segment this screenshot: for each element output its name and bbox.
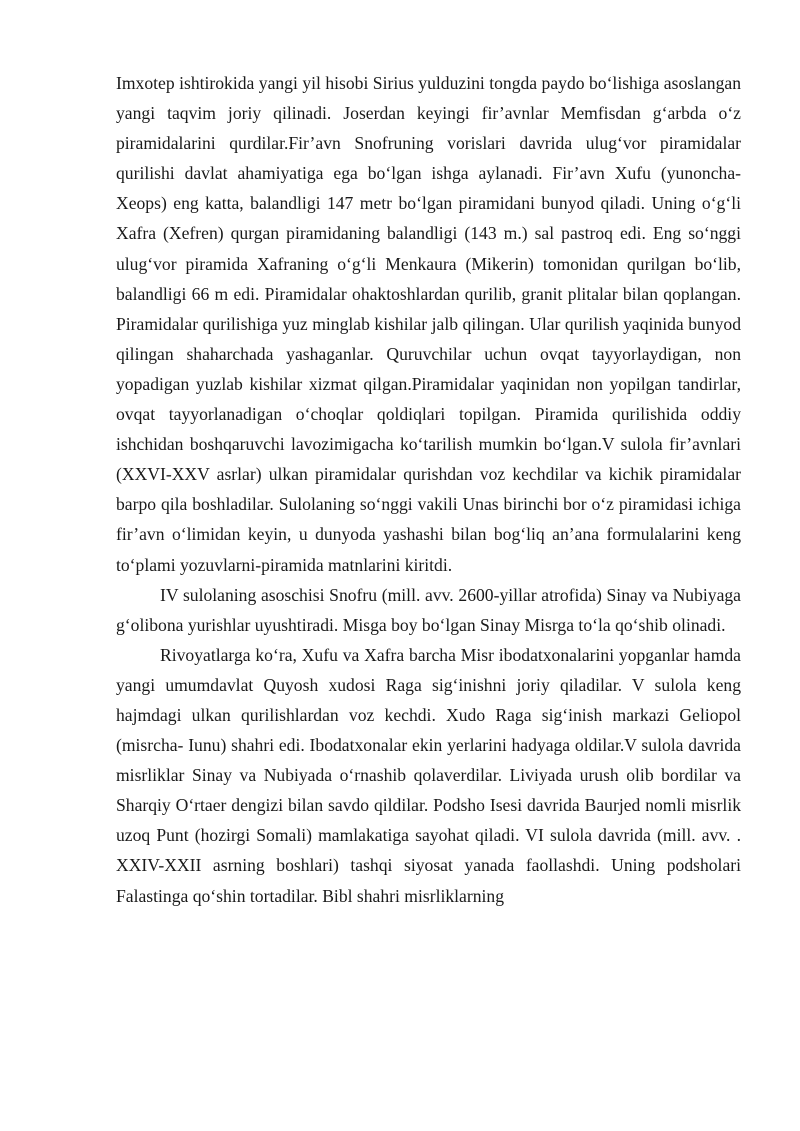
paragraph-pyramids: Imxotep ishtirokida yangi yil hisobi Sirius yulduzini tongda paydo bo‘lishiga asoslangan yangi taqvim joriy qilinadi. Joserdan keyingi fir’avnlar Memfisdan g‘arbda o‘z piramidalarini qurdilar.Fir’avn Snofruning vorislari davrida ulug‘vor piramidalar qurilishi davlat ahamiyatiga ega bo‘lgan ishga aylanadi. Fir’avn Xufu (yunoncha-Xeops) eng katta, balandligi 147 metr bo‘lgan piramidani bunyod qiladi. Uning o‘g‘li Xafra (Xefren) qurgan piramidaning balandligi (143 m.) sal pastroq edi. Eng so‘nggi ulug‘vor piramida Xafraning o‘g‘li Menkaura (Mikerin) tomonidan qurilgan bo‘lib, balandligi 66 m edi. Piramidalar ohaktoshlardan qurilib, granit plitalar bilan qoplangan. Piramidalar qurilishiga yuz minglab kishilar jalb qilingan. Ular qurilish yaqinida bunyod qilingan shaharchada yashaganlar. Quruvchilar uchun ovqat tayyorlaydigan, non yopadigan yuzlab kishilar xizmat qilgan.Piramidalar yaqinidan non yopilgan tandirlar, ovqat tayyorlanadigan o‘choqlar qoldiqlari topilgan. Piramida qurilishida oddiy ishchidan boshqaruvchi lavozimigacha ko‘tarilish mumkin bo‘lgan.V sulola fir’avnlari (XXVI-XXV asrlar) ulkan piramidalar qurishdan voz kechdilar va kichik piramidalar barpo qila boshladilar. Sulolaning so‘nggi vakili Unas birinchi bor o‘z piramidasi ichiga fir’avn o‘limidan keyin, u dunyoda yashashi bilan bog‘liq an’ana formulalarini keng to‘plami yozuvlarni-piramida matnlarini kiritdi. <box>116 73 741 575</box>
document-page <box>116 68 741 911</box>
paragraph-snofru: IV sulolaning asoschisi Snofru (mill. avv. 2600-yillar atrofida) Sinay va Nubiyaga g‘olibona yurishlar uyushtiradi. Misga boy bo‘lgan Sinay Misrga to‘la qo‘shib olinadi. <box>116 584 741 635</box>
paragraph-ra-cult: Rivoyatlarga ko‘ra, Xufu va Xafra barcha Misr ibodatxonalarini yopganlar hamda yangi umumdavlat Quyosh xudosi Raga sig‘inishni joriy qiladilar. V sulola keng hajmdagi ulkan qurilishlardan voz kechdi. Xudo Raga sig‘inish markazi Geliopol (misrcha- Iunu) shahri edi. Ibodatxonalar ekin yerlarini hadyaga oldilar.V sulola davrida misrliklar Sinay va Nubiyada o‘rnashib qolaverdilar. Liviyada urush olib bordilar va Sharqiy O‘rtaer dengizi bilan savdo qildilar. Podsho Isesi davrida Baurjed nomli misrlik uzoq Punt (hozirgi Somali) mamlakatiga sayohat qiladi. VI sulola davrida (mill. avv. . XXIV-XXII asrning boshlari) tashqi siyosat yanada faollashdi. Uning podsholari Falastinga qo‘shin tortadilar. Bibl shahri misrliklarning <box>116 644 741 906</box>
